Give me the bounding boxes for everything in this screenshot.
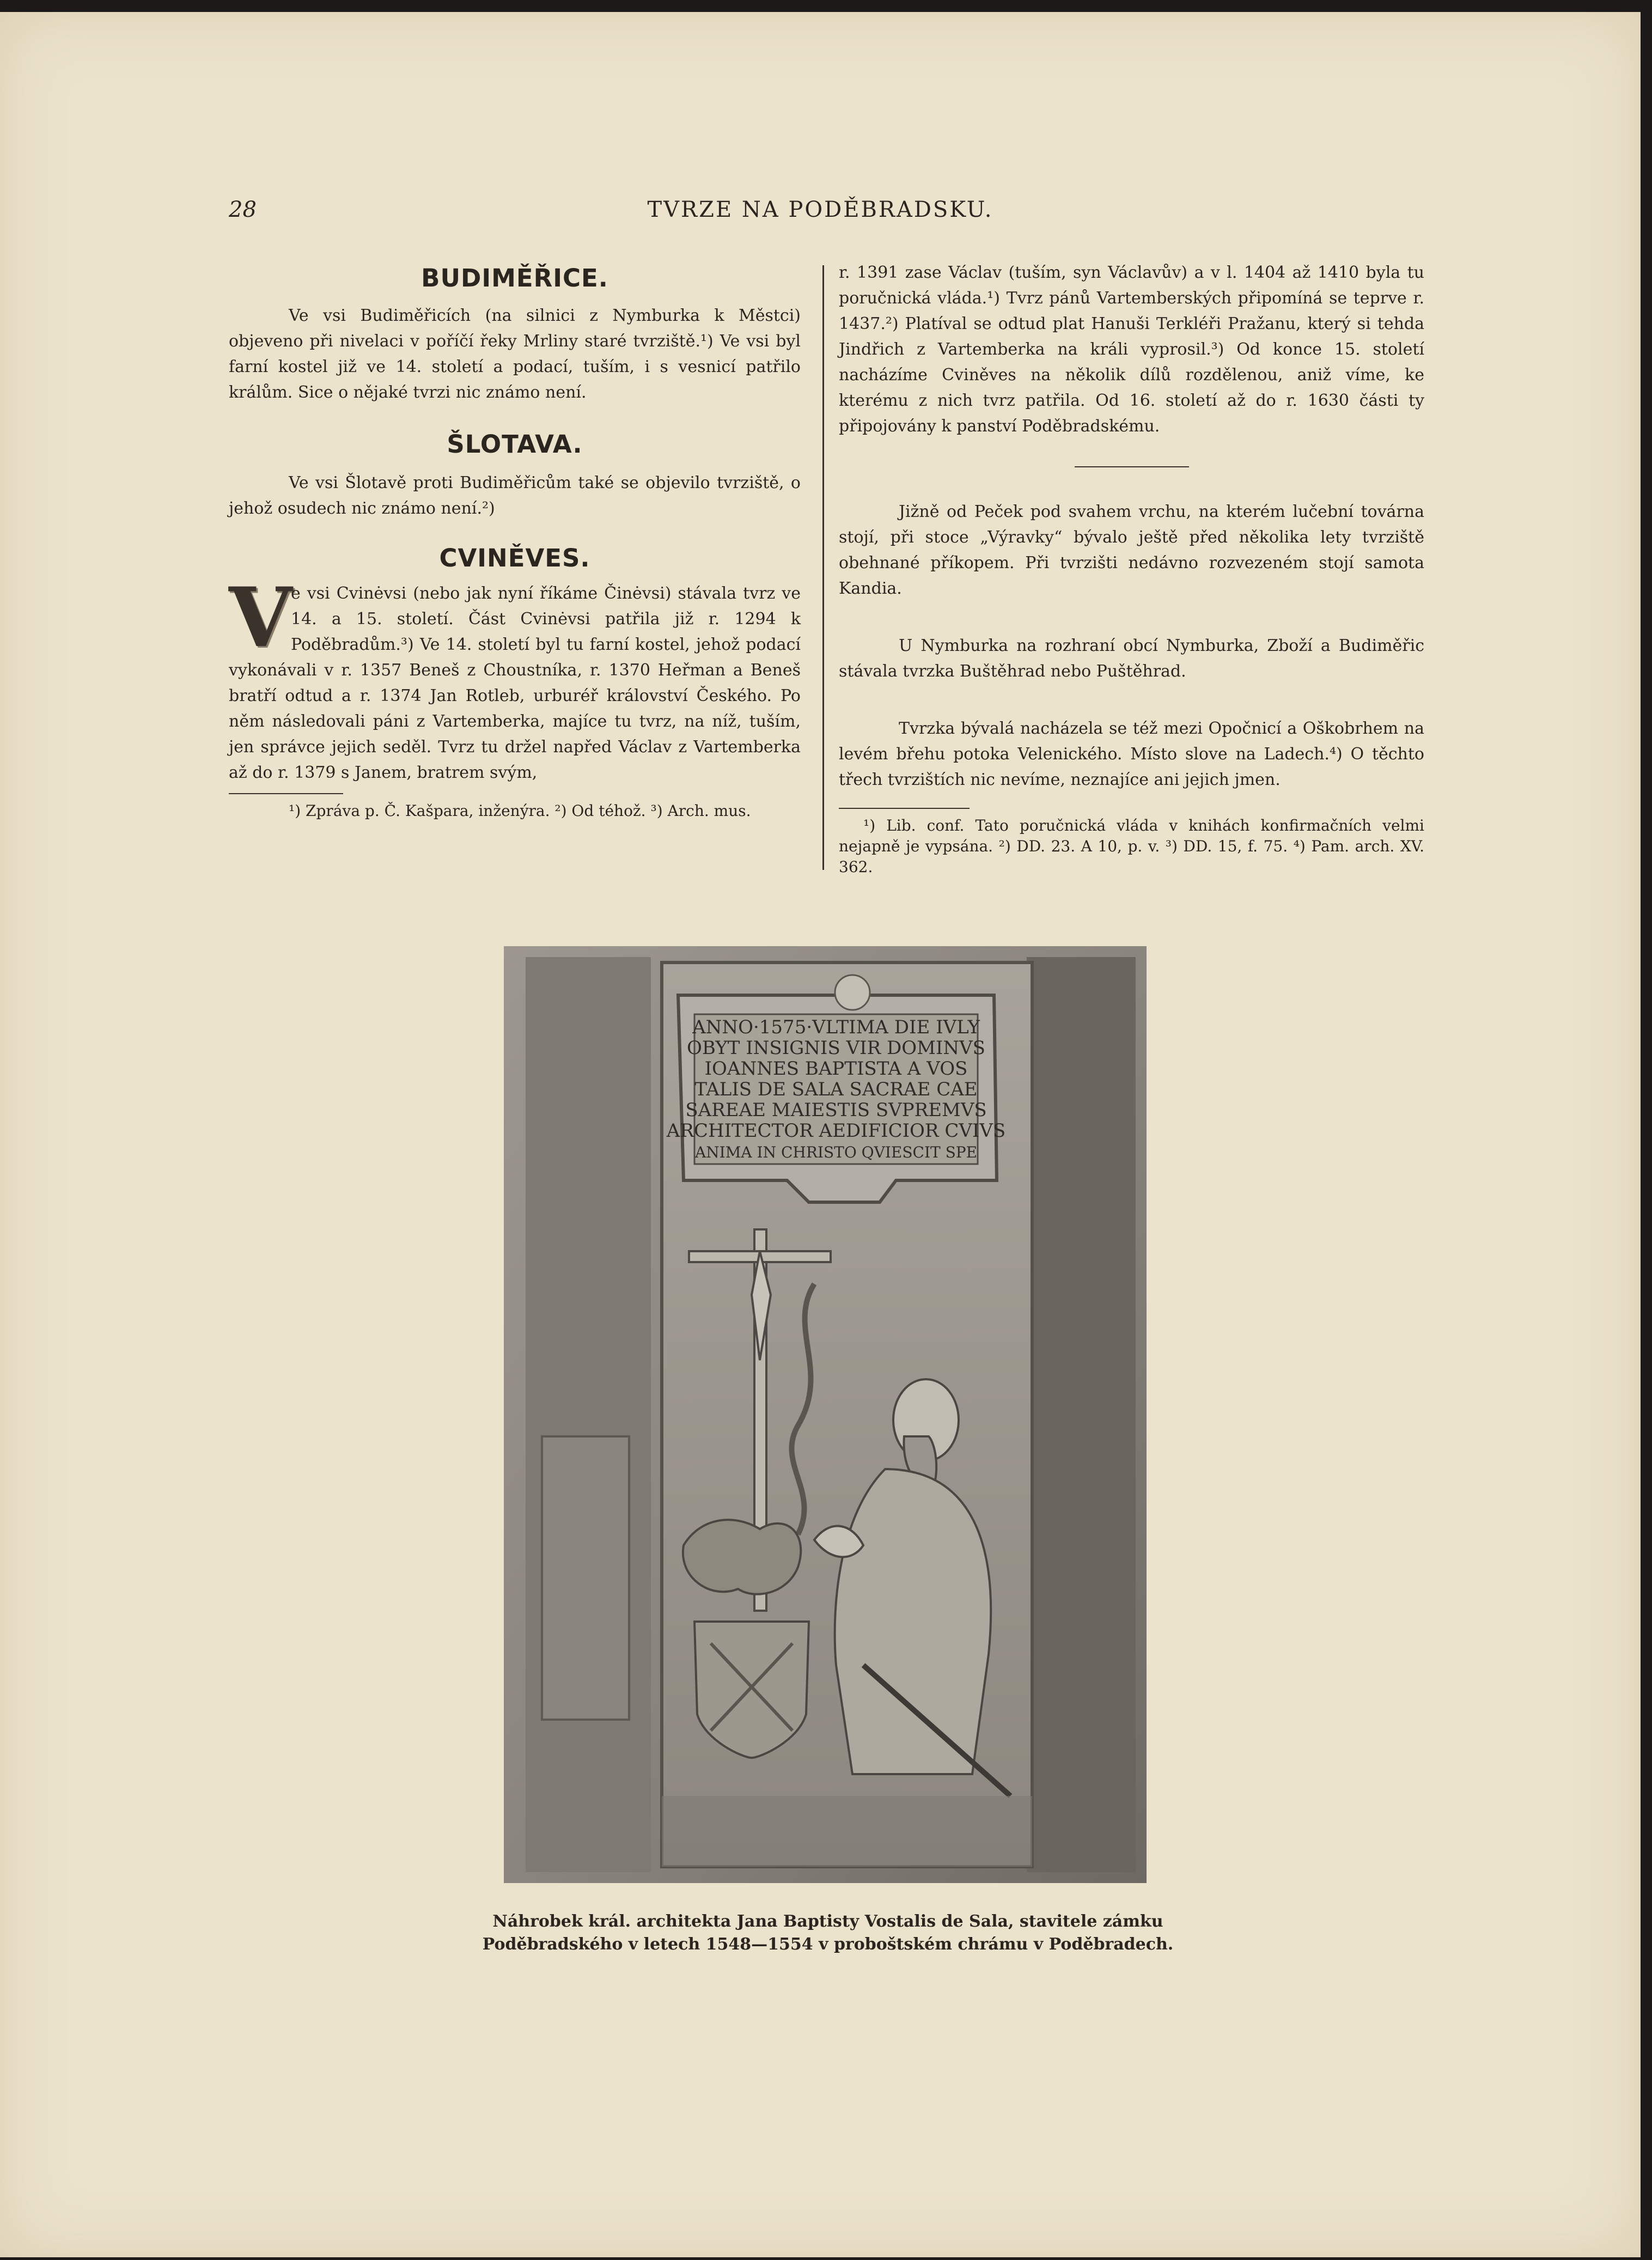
paragraph-budimerice: Ve vsi Budiměřicích (na silnici z Nymburka k Městci) objeveno při nivelaci v poříčí řeky Mrliny staré tvrziště.¹) Ve vsi byl farní kostel již ve 14. století a podací, tuším, i s vesnicí patřilo králům. Sice o nějaké tvrzi nic známo není.	[229, 306, 801, 402]
running-header	[229, 197, 1412, 230]
paragraph-continuation: r. 1391 zase Václav (tuším, syn Václavův) a v l. 1404 až 1410 byla tu poručnická vláda.¹) Tvrz pánů Vartemberských připomíná se teprve r. 1437.²) Platíval se odtud plat Hanuši Terkléři Pražanu, který si tehda Jindřich z Vartemberka na králi vyprosil.³) Od konce 15. století nacházíme Cviněves na několik dílů rozdělenou, aniž víme, ke kterému z nich tvrz patřila. Od 16. století až do r. 1630 části ty připojovány k panství Poděbradskému.	[839, 263, 1424, 436]
footnote-rule	[839, 808, 970, 809]
inscription-text	[666, 1016, 1005, 1161]
footnote-left: ¹) Zpráva p. Č. Kašpara, inženýra. ²) Od téhož. ³) Arch. mus.	[289, 802, 751, 820]
inscription-line: OBYT INSIGNIS VIR DOMINVS	[687, 1037, 985, 1059]
footnote-rule	[229, 793, 343, 794]
column-divider	[822, 265, 824, 870]
drop-cap-initial: V	[229, 570, 292, 666]
inscription-line: ANIMA IN CHRISTO QVIESCIT SPE	[694, 1143, 978, 1161]
paragraph-cvineves: e vsi Cvinėvsi (nebo jak nyní říkáme Činėvsi) stávala tvrz ve 14. a 15. století. Část Cvinėvsi patřila již r. 1294 k Poděbradům.³) Ve 14. století byl tu farní kostel, jehož podací vykonávali v r. 1357 Beneš z Choustníka, r. 1370 Heřman a Beneš bratří odtud a r. 1374 Jan Rotleb, urburéř království Českého. Po něm následovali páni z Vartemberka, majíce tu tvrz, na níž, tuším, jen správce jejich seděl. Tvrz tu držel napřed Václav z Vartemberka až do r. 1379 s Janem, bratrem svým,	[229, 584, 801, 782]
section-heading-slotava: ŠLOTAVA.	[447, 430, 583, 459]
tombstone-photo	[504, 946, 1147, 1883]
inscription-line: ARCHITECTOR AEDIFICIOR CVIVS	[666, 1120, 1006, 1142]
caption-line: Poděbradského v letech 1548—1554 v proboštském chrámu v Poděbradech.	[482, 1935, 1174, 1954]
inscription-line: ANNO·1575·VLTIMA DIE IVLY	[692, 1016, 980, 1038]
paragraph-pecky: Jižně od Peček pod svahem vrchu, na kterém lučební továrna stojí, při stoce „Výravky“ bývalo ještě před několika lety tvrziště obehnané příkopem. Při tvrzišti nedávno rozvezeném stojí samota Kandia.	[839, 502, 1424, 598]
page	[0, 12, 1641, 2257]
left-column	[229, 260, 801, 821]
section-heading-cvineves: CVINĚVES.	[439, 544, 590, 572]
figure-caption	[474, 1910, 1182, 1956]
coat-of-arms-relief	[683, 1520, 809, 1758]
paragraph-opocnice: Tvrzka bývalá nacházela se též mezi Opočnicí a Oškobrhem na levém břehu potoka Velenického. Místo slove na Ladech.⁴) O těchto třech tvrzištích nic nevíme, neznajíce ani jejich jmen.	[839, 719, 1424, 789]
inscription-line: TALIS DE SALA SACRAE CAE	[694, 1079, 978, 1100]
paragraph-slotava: Ve vsi Šlotavě proti Budiměřicům také se objevilo tvrziště, o jehož osudech nic známo není.²)	[229, 473, 801, 518]
footnote-right: ¹) Lib. conf. Tato poručnická vláda v knihách konfirmačních velmi nejapně je vypsána. ²) DD. 23. A 10, p. v. ³) DD. 15, f. 75. ⁴) Pam. arch. XV. 362.	[839, 817, 1424, 876]
running-title: TVRZE NA PODĚBRADSKU.	[647, 197, 993, 222]
inscription-line: IOANNES BAPTISTA A VOS	[704, 1058, 968, 1080]
right-column	[839, 260, 1424, 878]
paragraph-nymburk: U Nymburka na rozhraní obcí Nymburka, Zboží a Budiměřic stávala tvrzka Buštěhrad nebo Puštěhrad.	[839, 636, 1424, 681]
inscription-line: SAREAE MAIESTIS SVPREMVS	[685, 1099, 987, 1121]
caption-line: Náhrobek král. architekta Jana Baptisty Vostalis de Sala, stavitele zámku	[492, 1912, 1163, 1931]
page-number: 28	[229, 197, 257, 222]
section-rule	[1075, 466, 1189, 467]
section-heading-budimerice: BUDIMĚŘICE.	[421, 264, 608, 293]
